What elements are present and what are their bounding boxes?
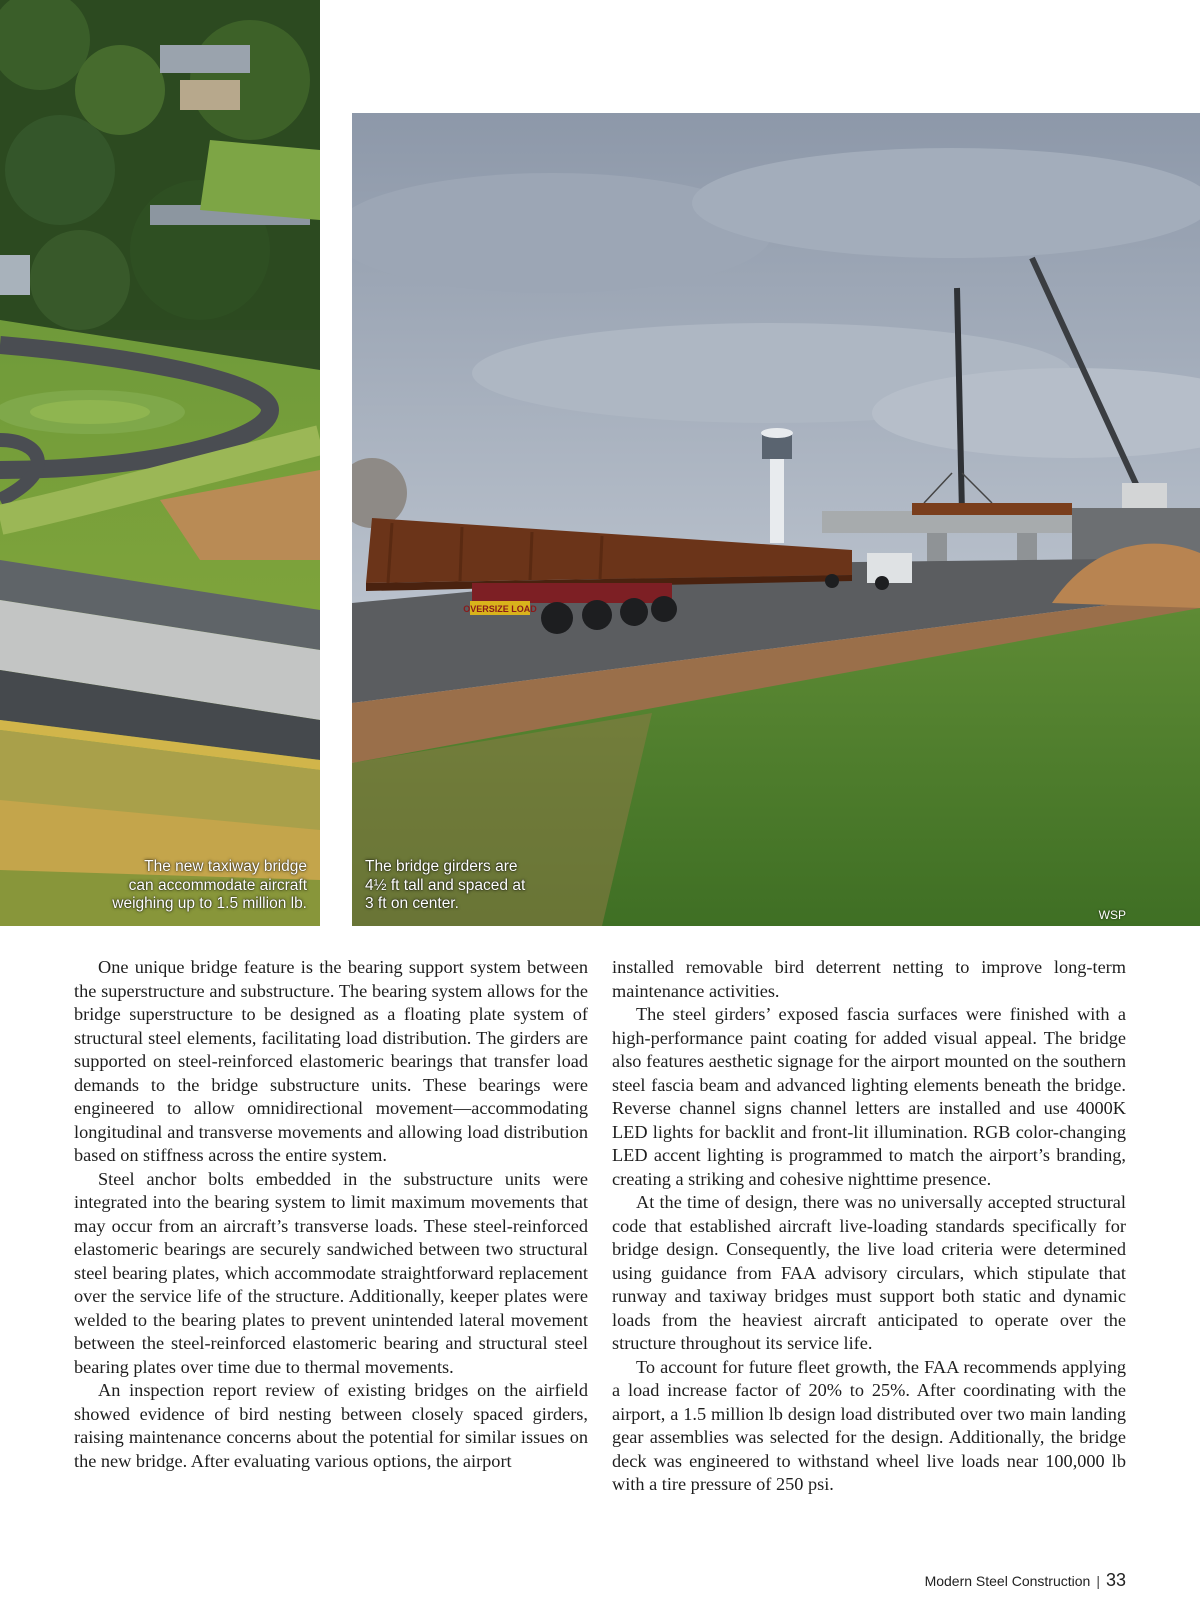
caption-line: The new taxiway bridge (144, 858, 307, 875)
article-paragraph: To account for future fleet growth, the FAA recommends applying a load increase factor of 20% to 25%. After coordinating with the airport, a 1.5 million lb design load distributed over two main landing gear assemblies was selected for the design. Additionally, the bridge deck was engineered to withstand wheel live loads near 100,000 lb with a tire pressure of 250 psi. (612, 1356, 1126, 1494)
article-paragraph: At the time of design, there was no universally accepted structural code that established aircraft live-loading standards specifically for bridge design. Consequently, the live load criteria were determined using guidance from FAA advisory circulars, which stipulate that runway and taxiway bridges must support both static and dynamic loads from the heaviest aircraft anticipated to operate over the structure throughout its service life. (612, 1192, 1126, 1353)
article-paragraph: The steel girders’ exposed fascia surfaces were finished with a high-performance paint coating for added visual appeal. The bridge also features aesthetic signage for the airport mounted on the southern steel fascia beam and advanced lighting elements beneath the bridge. Reverse channel signs channel letters are installed and use 4000K LED lights for backlit and front-lit illumination. RGB color-changing LED accent lighting is programmed to match the airport’s branding, creating a striking and cohesive nighttime presence. (612, 1004, 1126, 1189)
girder-photo-graphic (352, 113, 1200, 926)
girder-transport-photo (352, 113, 1200, 926)
article-column-right (612, 956, 1126, 1497)
photo-caption-right (365, 858, 525, 914)
caption-line: The bridge girders are (365, 858, 518, 875)
caption-line: weighing up to 1.5 million lb. (112, 895, 307, 912)
aerial-taxiway-photo (0, 0, 320, 926)
article-paragraph: Steel anchor bolts embedded in the substructure units were integrated into the bearing system to limit maximum movements that may occur from an aircraft’s transverse loads. These steel-reinforced elastomeric bearings are securely sandwiched between two structural steel bearing plates, which accommodate straightforward replacement over the service life of the structure. Additionally, keeper plates were welded to the bearing plates to prevent unintended lateral movement between the steel-reinforced elastomeric bearing and structural steel bearing plates over time due to thermal movements. (74, 1168, 588, 1377)
article-column-left (74, 956, 588, 1473)
caption-line: 4½ ft tall and spaced at (365, 876, 526, 894)
page-footer (925, 1570, 1126, 1591)
photo-credit: WSP (1098, 908, 1126, 922)
caption-line: 3 ft on center. (365, 895, 459, 912)
page-number: 33 (1105, 1570, 1126, 1590)
caption-line: can accommodate aircraft (128, 876, 307, 894)
oversize-load-sign: OVERSIZE LOAD (463, 604, 537, 614)
article-paragraph: One unique bridge feature is the bearing support system between the superstructure and substructure. The bearing system allows for the bridge superstructure to be designed as a floating plate system of structural steel elements, facilitating load distribution. The girders are supported on steel-reinforced elastomeric bearings that transfer load demands to the bridge substructure units. These bearings were engineered to allow omnidirectional movement—accommodating longitudinal and transverse movements and allowing load distribution based on stiffness across the entire system. (74, 957, 588, 1165)
aerial-photo-graphic (0, 0, 320, 926)
article-paragraph-continued: installed removable bird deterrent netting to improve long-term maintenance activities. (612, 957, 1126, 1001)
footer-separator: | (1096, 1572, 1100, 1589)
article-paragraph: An inspection report review of existing bridges on the airfield showed evidence of bird nesting between closely spaced girders, raising maintenance concerns about the potential for similar issues on the new bridge. After evaluating various options, the airport (74, 1380, 588, 1471)
photo-caption-left (112, 858, 307, 914)
publication-name: Modern Steel Construction (924, 1572, 1091, 1589)
